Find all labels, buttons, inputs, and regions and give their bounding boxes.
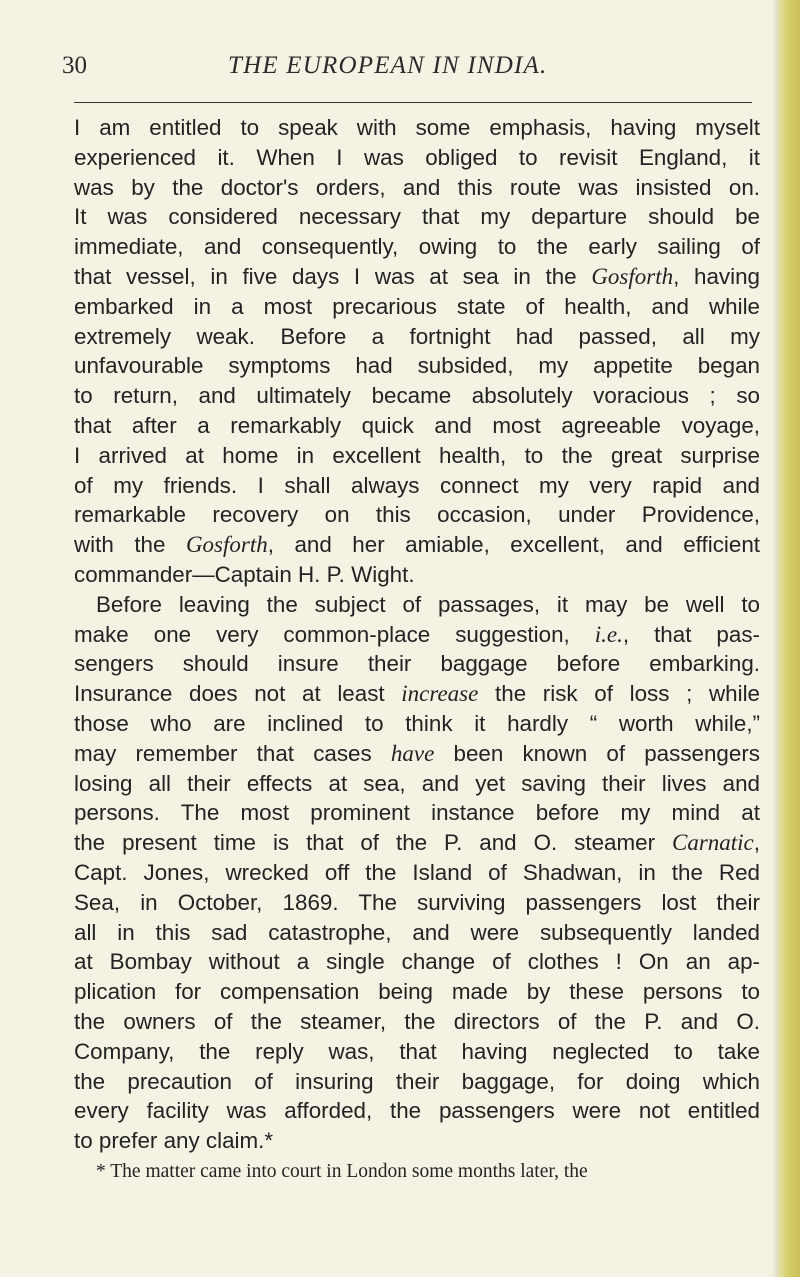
text-line	[74, 947, 760, 977]
text-segment: make one very common-place suggestion,	[74, 621, 595, 647]
text-segment: Insurance does not at least	[74, 681, 402, 707]
text-line	[74, 113, 760, 143]
text-segment: may remember that cases	[74, 740, 391, 766]
text-line	[74, 888, 760, 918]
text-segment: embarked in a most precarious state of health, and while	[74, 293, 760, 319]
text-line	[74, 1096, 760, 1126]
text-line	[74, 471, 760, 501]
text-segment: the owners of the steamer, the directors of the P. and O.	[74, 1008, 760, 1034]
text-line	[74, 620, 760, 650]
text-segment: ,	[753, 830, 760, 856]
text-segment: remarkable recovery on this occasion, under Providence,	[74, 502, 760, 528]
text-line	[74, 590, 760, 620]
page-header	[62, 52, 762, 92]
text-segment: , and her amiable, excellent, and efficient	[267, 532, 760, 558]
text-segment: of my friends. I shall always connect my very rapid and	[74, 472, 760, 498]
text-line	[74, 560, 760, 590]
text-line	[74, 500, 760, 530]
text-segment: was by the doctor's orders, and this route was insisted on.	[74, 174, 760, 200]
text-segment: Company, the reply was, that having neglected to take	[74, 1038, 760, 1064]
text-segment: experienced it. When I was obliged to revisit England, it	[74, 144, 760, 170]
italic-text: increase	[401, 681, 479, 707]
running-title: THE EUROPEAN IN INDIA.	[228, 52, 548, 79]
text-segment: plication for compensation being made by these persons to	[74, 979, 760, 1005]
text-line	[74, 739, 760, 769]
italic-text: i.e.	[594, 621, 623, 647]
text-segment: , having	[673, 263, 760, 289]
text-segment: losing all their effects at sea, and yet saving their lives and	[74, 770, 760, 796]
text-segment: at Bombay without a single change of clothes ! On an ap-	[74, 949, 760, 975]
text-line	[74, 351, 760, 381]
page-edge	[778, 0, 800, 1277]
text-segment: Capt. Jones, wrecked off the Island of Shadwan, in the Red	[74, 859, 760, 885]
text-line	[74, 202, 760, 232]
text-line	[74, 381, 760, 411]
text-segment: that vessel, in five days I was at sea in the	[74, 263, 592, 289]
text-line	[74, 530, 760, 560]
text-segment: the risk of loss ; while	[478, 681, 760, 707]
text-line	[74, 1007, 760, 1037]
text-segment: been known of passengers	[434, 740, 760, 766]
paragraph-2	[74, 590, 760, 1156]
italic-text: Gosforth	[185, 532, 268, 558]
text-line	[74, 918, 760, 948]
italic-text: Carnatic	[671, 830, 754, 856]
text-segment: the precaution of insuring their baggage, for doing which	[74, 1068, 760, 1094]
text-line	[74, 1067, 760, 1097]
text-segment: immediate, and consequently, owing to the early sailing of	[74, 234, 760, 260]
text-segment: I arrived at home in excellent health, to the great surprise	[74, 442, 760, 468]
text-line	[74, 828, 760, 858]
text-line	[74, 977, 760, 1007]
text-segment: every facility was afforded, the passengers were not entitled	[74, 1098, 760, 1124]
text-segment: commander—Captain H. P. Wight.	[74, 561, 415, 587]
footnote: * The matter came into court in London some months later, the	[96, 1160, 588, 1182]
page-body	[74, 113, 760, 1184]
text-line	[74, 322, 760, 352]
text-line	[74, 649, 760, 679]
text-line	[74, 769, 760, 799]
text-segment: those who are inclined to think it hardly “ worth while,”	[74, 710, 760, 736]
text-segment: Before leaving the subject of passages, it may be well to	[96, 591, 760, 617]
text-line	[74, 858, 760, 888]
text-line	[74, 798, 760, 828]
text-segment: persons. The most prominent instance before my mind at	[74, 800, 760, 826]
text-segment: sengers should insure their baggage before embarking.	[74, 651, 760, 677]
text-segment: Sea, in October, 1869. The surviving passengers lost their	[74, 889, 760, 915]
text-segment: It was considered necessary that my departure should be	[74, 204, 760, 230]
italic-text: Gosforth	[591, 263, 674, 289]
text-segment: unfavourable symptoms had subsided, my appetite began	[74, 353, 760, 379]
text-line	[74, 173, 760, 203]
header-rule	[74, 102, 752, 103]
paragraph-1	[74, 113, 760, 590]
text-line	[74, 1126, 760, 1156]
text-segment: to return, and ultimately became absolutely voracious ; so	[74, 383, 760, 409]
text-segment: to prefer any claim.*	[74, 1128, 274, 1154]
text-segment: extremely weak. Before a fortnight had passed, all my	[74, 323, 760, 349]
text-segment: that after a remarkably quick and most agreeable voyage,	[74, 412, 760, 438]
text-line	[74, 709, 760, 739]
text-line	[74, 441, 760, 471]
italic-text: have	[390, 740, 435, 766]
text-line	[74, 679, 760, 709]
text-segment: I am entitled to speak with some emphasis, having myselt	[74, 115, 760, 140]
text-line	[74, 1037, 760, 1067]
text-segment: , that pas-	[622, 621, 760, 647]
text-segment: with the	[74, 532, 186, 558]
text-line	[74, 262, 760, 292]
text-segment: the present time is that of the P. and O. steamer	[74, 830, 672, 856]
text-line	[74, 143, 760, 173]
text-line	[74, 411, 760, 441]
page-number: 30	[62, 52, 87, 79]
text-line	[74, 232, 760, 262]
text-line	[74, 292, 760, 322]
text-segment: all in this sad catastrophe, and were subsequently landed	[74, 919, 760, 945]
